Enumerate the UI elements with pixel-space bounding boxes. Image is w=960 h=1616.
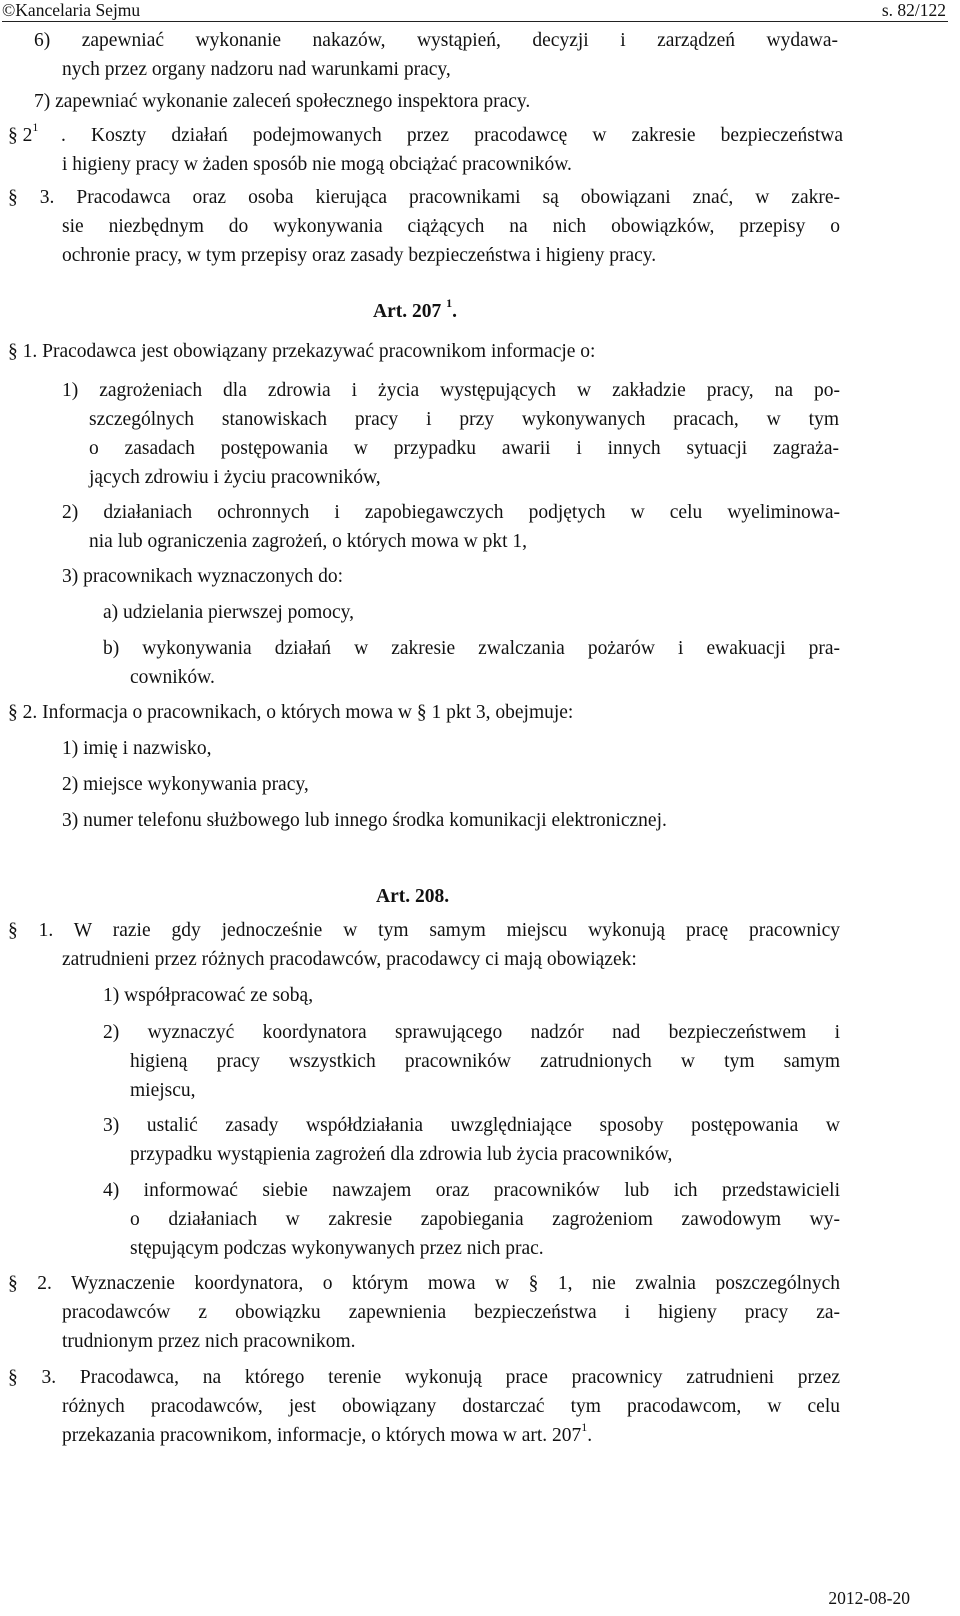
text-line: 2) działaniach ochronnych i zapobiegawczych podjętych w celu wyeliminowa-	[62, 502, 840, 523]
text-line: . Koszty działań podejmowanych przez pracodawcę w zakresie bezpieczeństwa	[61, 125, 843, 146]
text-line: 4) informować siebie nawzajem oraz pracowników lub ich przedstawicieli	[103, 1180, 840, 1201]
superscript: 1	[446, 296, 453, 310]
text-line: 6) zapewniać wykonanie nakazów, wystąpień, decyzji i zarządzeń wydawa-	[34, 30, 838, 51]
text-line: § 2. Wyznaczenie koordynatora, o którym mowa w § 1, nie zwalnia poszczególnych	[8, 1273, 840, 1294]
paragraph-marker	[8, 122, 38, 150]
text-line: 3) pracownikach wyznaczonych do:	[62, 566, 344, 587]
text-line: b) wykonywania działań w zakresie zwalczania pożarów i ewakuacji pra-	[103, 638, 840, 659]
text-line: 3) ustalić zasady współdziałania uwzględniające sposoby postępowania w	[103, 1115, 840, 1136]
text-line: 1) imię i nazwisko,	[62, 738, 212, 759]
text-line: 2) wyznaczyć koordynatora sprawującego nadzór nad bezpieczeństwem i	[103, 1022, 840, 1043]
text-line: 1) zagrożeniach dla zdrowia i życia występujących w zakładzie pracy, na po-	[62, 380, 840, 401]
text-line: różnych pracodawców, jest obowiązany dostarczać tym pracodawcom, w celu	[62, 1396, 840, 1417]
superscript: 1	[581, 1420, 588, 1434]
text-line: pracodawców z obowiązku zapewnienia bezpieczeństwa i higieny pracy za-	[62, 1302, 840, 1323]
text-line: o zasadach postępowania w przypadku awarii i innych sytuacji zagraża-	[89, 438, 839, 459]
text-line: szczególnych stanowiskach pracy i przy wykonywanych pracach, w tym	[89, 409, 839, 430]
text-line: 7) zapewniać wykonanie zaleceń społecznego inspektora pracy.	[34, 91, 531, 112]
text-line: § 1. W razie gdy jednocześnie w tym samym miejscu wykonują pracę pracownicy	[8, 920, 840, 941]
paragraph-number: § 2	[8, 125, 33, 146]
text-line: miejscu,	[130, 1080, 196, 1101]
text-line: sie niezbędnym do wykonywania ciążących na nich obowiązków, przepisy o	[62, 216, 840, 237]
text-line: trudnionym przez nich pracownikom.	[62, 1331, 356, 1352]
text-line: nia lub ograniczenia zagrożeń, o których mowa w pkt 1,	[89, 531, 528, 552]
text-line-content: przekazania pracownikom, informacje, o których mowa w art. 207	[62, 1425, 582, 1446]
superscript: 1	[32, 120, 39, 134]
text-line: 3) numer telefonu służbowego lub innego środka komunikacji elektronicznej.	[62, 810, 667, 831]
text-line: przekazania pracownikom, informacje, o których mowa w art. $207^1$.	[62, 1420, 593, 1446]
text-line: ochronie pracy, w tym przepisy oraz zasady bezpieczeństwa i higieny pracy.	[62, 245, 657, 266]
text-line: § 2. Informacja o pracownikach, o których mowa w § 1 pkt 3, obejmuje:	[8, 702, 574, 723]
text-line: przypadku wystąpienia zagrożeń dla zdrowia lub życia pracowników,	[130, 1144, 673, 1165]
article-heading: Art. 208.	[376, 886, 450, 907]
header-page-number: s. 82/122	[881, 0, 946, 20]
text-line: stępującym podczas wykonywanych przez nich prac.	[130, 1238, 544, 1259]
article-heading	[373, 298, 457, 326]
footer-date: 2012-08-20	[828, 1588, 910, 1608]
header-source: ©Kancelaria Sejmu	[2, 0, 141, 20]
text-line: o działaniach w zakresie zapobiegania zagrożeniom zawodowym wy-	[130, 1209, 840, 1230]
text-line: nych przez organy nadzoru nad warunkami pracy,	[62, 59, 451, 80]
text-line: § 3. Pracodawca, na którego terenie wykonują prace pracownicy zatrudnieni przez	[8, 1367, 840, 1388]
text-line: 2) miejsce wykonywania pracy,	[62, 774, 309, 795]
article-heading-text: Art. 207	[373, 301, 442, 322]
header-rule	[2, 21, 948, 22]
text-line: zatrudnieni przez różnych pracodawców, pracodawcy ci mają obowiązek:	[62, 949, 637, 970]
text-line: § 1. Pracodawca jest obowiązany przekazywać pracownikom informacje o:	[8, 341, 596, 362]
text-line: jących zdrowiu i życiu pracowników,	[89, 467, 381, 488]
text-line: § 3. Pracodawca oraz osoba kierująca pracownikami są obowiązani znać, w zakre-	[8, 187, 840, 208]
text-line: a) udzielania pierwszej pomocy,	[103, 602, 355, 623]
text-line: i higieny pracy w żaden sposób nie mogą obciążać pracowników.	[62, 154, 572, 175]
article-heading-dot: .	[452, 301, 457, 322]
text-line: cowników.	[130, 667, 215, 688]
text-line: higieną pracy wszystkich pracowników zatrudnionych w tym samym	[130, 1051, 840, 1072]
text-line: 1) współpracować ze sobą,	[103, 985, 314, 1006]
